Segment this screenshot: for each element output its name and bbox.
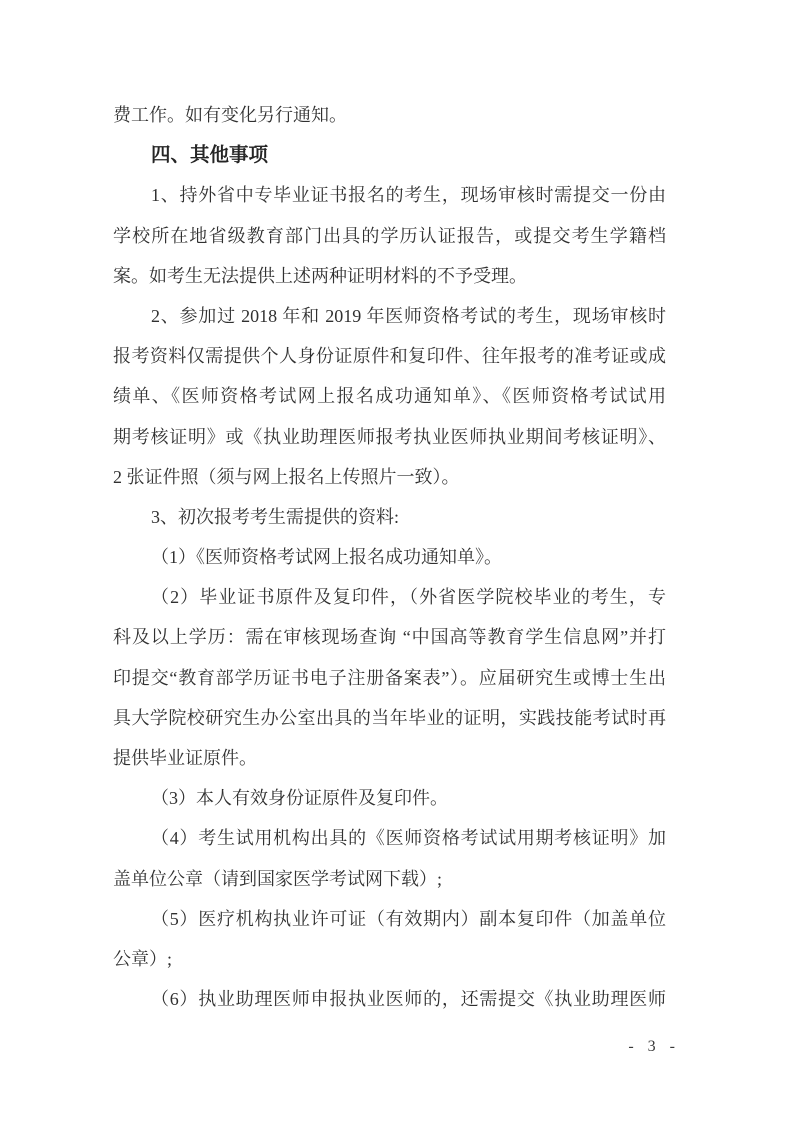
text-line: 盖单位公章（请到国家医学考试网下载）;	[113, 868, 442, 889]
text-line: 学校所在地省级教育部门出具的学历认证报告，或提交考生学籍档	[113, 225, 666, 246]
text-line: 期考核证明》或《执业助理医师报考执业医师执业期间考核证明》、	[113, 426, 666, 447]
text-line: 2 张证件照（须与网上报名上传照片一致）。	[113, 466, 460, 487]
text-line: （4）考生试用机构出具的《医师资格考试试用期考核证明》加	[151, 828, 666, 849]
text-line: 3、初次报考考生需提供的资料:	[151, 506, 399, 527]
section-heading: 四、其他事项	[151, 144, 269, 167]
text-line: 报考资料仅需提供个人身份证原件和复印件、往年报考的准考证或成	[113, 346, 666, 367]
text-line: 科及以上学历：需在审核现场查询 “中国高等教育学生信息网”并打	[113, 627, 666, 648]
document-body	[113, 95, 666, 1019]
text-line: （2）毕业证书原件及复印件，（外省医学院校毕业的考生，专	[151, 587, 666, 608]
text-line: 案。如考生无法提供上述两种证明材料的不予受理。	[113, 265, 527, 286]
text-line: 提供毕业证原件。	[113, 748, 257, 768]
text-line: 2、参加过 2018 年和 2019 年医师资格考试的考生，现场审核时	[151, 305, 666, 326]
text-line: （1）《医师资格考试网上报名成功通知单》。	[151, 547, 502, 568]
text-line: 印提交“教育部学历证书电子注册备案表”）。应届研究生或博士生出	[113, 667, 666, 688]
text-line: 1、持外省中专毕业证书报名的考生，现场审核时需提交一份由	[151, 185, 666, 206]
page-number: - 3 -	[628, 1038, 680, 1055]
text-line: （5）医疗机构执业许可证（有效期内）副本复印件（加盖单位	[151, 908, 666, 929]
text-line: 费工作。如有变化另行通知。	[113, 105, 347, 125]
text-line: （3）本人有效身份证原件及复印件。	[151, 788, 448, 809]
text-line: 公章）;	[113, 948, 173, 969]
text-line: 具大学院校研究生办公室出具的当年毕业的证明，实践技能考试时再	[113, 707, 666, 728]
text-line: （6）执业助理医师申报执业医师的，还需提交《执业助理医师	[151, 989, 666, 1010]
text-line: 绩单、《医师资格考试网上报名成功通知单》、《医师资格考试试用	[113, 386, 666, 407]
